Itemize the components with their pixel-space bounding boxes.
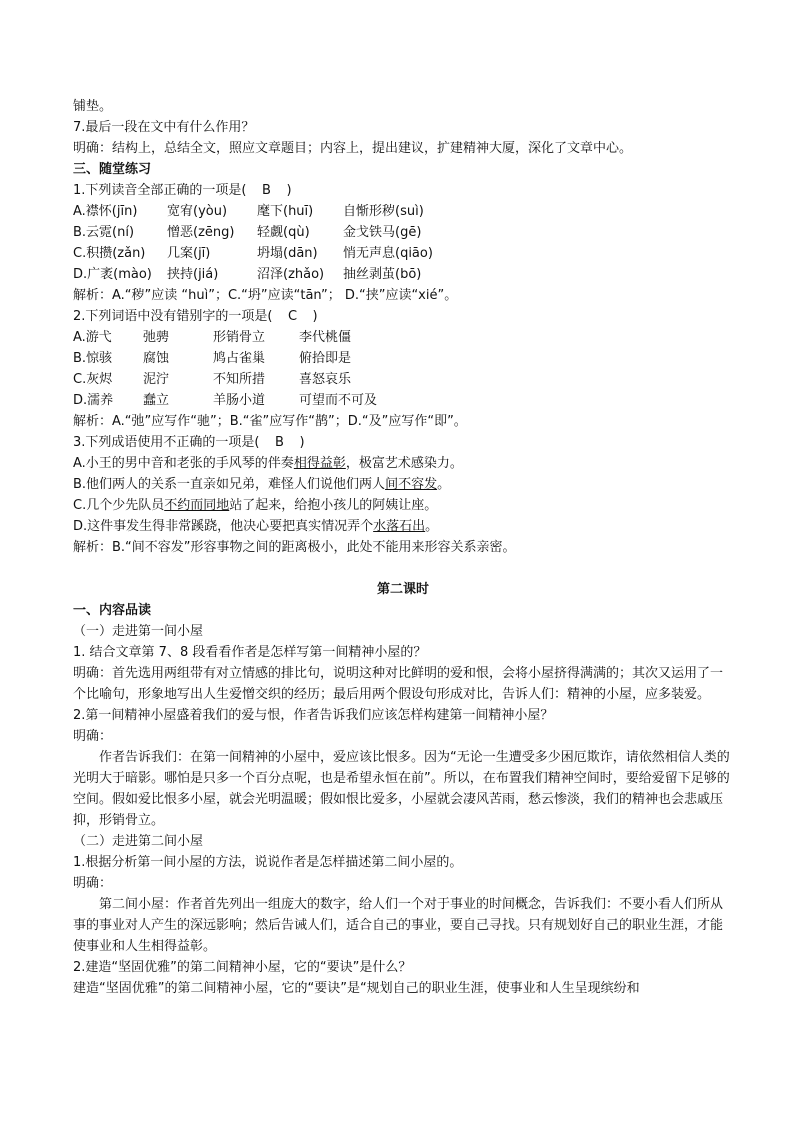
text-line: 铺垫。 — [73, 99, 113, 114]
q2-answer: C — [287, 309, 298, 324]
question-7: 7.最后一段在文中有什么作用？ — [73, 120, 255, 135]
q3-option-c: C.几个少先队员不约而同地站了起来，给抱小孩儿的阿姨让座。 — [73, 498, 438, 513]
q3-option-d: D.这件事发生得非常蹊跷，他决心要把真实情况弄个水落石出。 — [73, 519, 439, 534]
section-heading-reading: 一、内容品读 — [73, 603, 152, 618]
lesson-title: 第二课时 — [376, 582, 429, 597]
answer-7: 明确：结构上，总结全文，照应文章题目；内容上，提出建议，扩建精神大厦，深化了文章中心。 — [73, 141, 633, 156]
q2-analysis: 解析：A.“弛”应写作“驰”；B.“雀”应写作“鹊”；D.“及”应写作“即”。 — [73, 414, 467, 429]
q2-stem: 2.下列词语中没有错别字的一项是( C ) — [73, 306, 733, 327]
underlined-idiom: 相得益彰 — [293, 456, 346, 471]
q3-answer: B — [275, 435, 284, 450]
subsection-second-room: （二）走进第二间小屋 — [73, 834, 204, 849]
question-second-room-2: 2.建造“坚固优雅”的第二间精神小屋，它的“要诀”是什么？ — [73, 960, 412, 975]
q2-option-b: B.惊骇 腐蚀 鸠占雀巢 俯拾即是 — [73, 351, 352, 366]
underlined-idiom: 不约而同地 — [164, 498, 230, 513]
answer-first-room-2: 作者告诉我们：在第一间精神的小屋中，爱应该比恨多。因为“无论一生遭受多少困厄欺诈，请依然相信人类的光明大于暗影。哪怕是只多一个百分点呢，也是希望永恒在前”。所以，在布置我们精神空间时，要给爱留下足够的空间。假如爱比恨多小屋，就会光明温暖；假如恨比爱多，小屋就会凄风苦雨，愁云惨淡，我们的精神也会悲戚压抑，形销骨立。 — [73, 750, 730, 828]
q1-option-c: C.积攒(zǎn) 几案(jī) 坍塌(dān) 悄无声息(qiāo) — [73, 246, 433, 261]
q1-analysis: 解析：A.“秽”应读 “huì”；C.“坍”应读“tān”； D.“挟”应读“xié”。 — [73, 288, 458, 303]
q1-option-b: B.云霓(ní) 憎恶(zēng) 轻觑(qù) 金戈铁马(gē) — [73, 225, 422, 240]
question-first-room-1: 1. 结合文章第 7、8 段看看作者是怎样写第一间精神小屋的？ — [73, 645, 427, 660]
q2-option-a: A.游弋 弛骋 形销骨立 李代桃僵 — [73, 330, 352, 345]
q1-option-a: A.襟怀(jīn) 宽宥(yòu) 麾下(huī) 自惭形秽(suì) — [73, 204, 424, 219]
q3-option-b: B.他们两人的关系一直亲如兄弟，难怪人们说他们两人间不容发。 — [73, 477, 451, 492]
q3-analysis: 解析：B.“间不容发”形容事物之间的距离极小，此处不能用来形容关系亲密。 — [73, 540, 516, 555]
q1-option-d: D.广袤(mào) 挟持(jiá) 沼泽(zhǎo) 抽丝剥茧(bō) — [73, 267, 422, 282]
document-page — [73, 96, 733, 999]
q2-option-d: D.濡养 蠢立 羊肠小道 可望而不可及 — [73, 393, 378, 408]
question-second-room-1: 1.根据分析第一间小屋的方法，说说作者是怎样描述第二间小屋的。 — [73, 855, 463, 870]
q2-option-c: C.灰烬 泥泞 不知所措 喜怒哀乐 — [73, 372, 352, 387]
label-clarify: 明确： — [73, 876, 113, 891]
q1-answer: B — [262, 183, 271, 198]
section-heading-practice: 三、随堂练习 — [73, 162, 152, 177]
answer-first-room-1: 明确：首先选用两组带有对立情感的排比句，说明这种对比鲜明的爱和恨，会将小屋挤得满满的；其次又运用了一个比喻句，形象地写出人生爱憎交织的经历；最后用两个假设句形成对比，告诉人们：精神的小屋，应多装爱。 — [73, 666, 724, 702]
label-clarify: 明确： — [73, 729, 113, 744]
answer-second-room-1: 第二间小屋：作者首先列出一组庞大的数字，给人们一个对于事业的时间概念，告诉我们：不要小看人们所从事的事业对人产生的深远影响；然后告诫人们，适合自己的事业，要自己寻找。只有规划好自己的职业生涯，才能使事业和人生相得益彰。 — [73, 897, 724, 954]
q1-stem: 1.下列读音全部正确的一项是( B ) — [73, 180, 733, 201]
q3-stem: 3.下列成语使用不正确的一项是( B ) — [73, 432, 733, 453]
underlined-idiom: 间不容发 — [385, 477, 438, 492]
subsection-first-room: （一）走进第一间小屋 — [73, 624, 204, 639]
question-first-room-2: 2.第一间精神小屋盛着我们的爱与恨，作者告诉我们应该怎样构建第一间精神小屋？ — [73, 708, 554, 723]
underlined-idiom: 水落石出 — [373, 519, 426, 534]
spacer — [73, 558, 733, 579]
q3-option-a: A.小王的男中音和老张的手风琴的伴奏相得益彰，极富艺术感染力。 — [73, 456, 463, 471]
answer-second-room-2: 建造“坚固优雅”的第二间精神小屋，它的“要诀”是“规划自己的职业生涯，使事业和人生呈现缤纷和 — [73, 981, 640, 996]
